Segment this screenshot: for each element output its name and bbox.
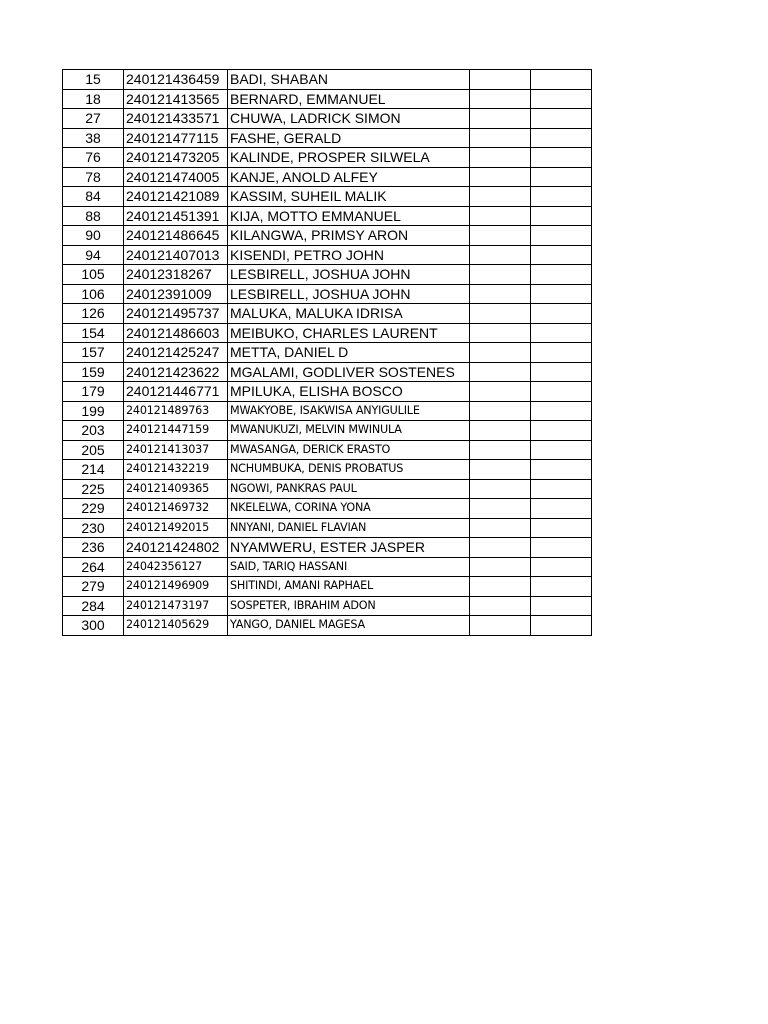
empty-cell bbox=[531, 304, 592, 324]
empty-cell bbox=[470, 265, 531, 285]
empty-cell bbox=[531, 284, 592, 304]
student-name-cell: KANJE, ANOLD ALFEY bbox=[228, 167, 470, 187]
empty-cell bbox=[470, 382, 531, 402]
serial-number-cell: 27 bbox=[63, 109, 124, 129]
empty-cell bbox=[470, 577, 531, 597]
serial-number-cell: 84 bbox=[63, 187, 124, 207]
empty-cell bbox=[531, 167, 592, 187]
roster-body bbox=[63, 70, 592, 636]
table-row bbox=[63, 343, 592, 363]
serial-number-cell: 94 bbox=[63, 245, 124, 265]
serial-number-cell: 264 bbox=[63, 557, 124, 577]
empty-cell bbox=[470, 187, 531, 207]
serial-number-cell: 199 bbox=[63, 401, 124, 421]
empty-cell bbox=[470, 343, 531, 363]
serial-number-cell: 159 bbox=[63, 362, 124, 382]
registration-number-cell: 240121473197 bbox=[124, 596, 228, 616]
serial-number-cell: 38 bbox=[63, 128, 124, 148]
student-name-cell: MALUKA, MALUKA IDRISA bbox=[228, 304, 470, 324]
serial-number-cell: 157 bbox=[63, 343, 124, 363]
table-row bbox=[63, 538, 592, 558]
serial-number-cell: 18 bbox=[63, 89, 124, 109]
student-roster-table bbox=[62, 69, 592, 636]
serial-number-cell: 203 bbox=[63, 421, 124, 441]
serial-number-cell: 279 bbox=[63, 577, 124, 597]
serial-number-cell: 179 bbox=[63, 382, 124, 402]
student-name-cell: NKELELWA, CORINA YONA bbox=[228, 499, 470, 519]
student-name-cell: LESBIRELL, JOSHUA JOHN bbox=[228, 284, 470, 304]
registration-number-cell: 240121413565 bbox=[124, 89, 228, 109]
empty-cell bbox=[531, 499, 592, 519]
student-name-cell: NNYANI, DANIEL FLAVIAN bbox=[228, 518, 470, 538]
table-row bbox=[63, 167, 592, 187]
empty-cell bbox=[470, 284, 531, 304]
empty-cell bbox=[531, 421, 592, 441]
empty-cell bbox=[470, 362, 531, 382]
student-name-cell: BADI, SHABAN bbox=[228, 70, 470, 90]
empty-cell bbox=[470, 440, 531, 460]
empty-cell bbox=[531, 440, 592, 460]
student-name-cell: NYAMWERU, ESTER JASPER bbox=[228, 538, 470, 558]
empty-cell bbox=[470, 128, 531, 148]
table-row bbox=[63, 265, 592, 285]
registration-number-cell: 240121473205 bbox=[124, 148, 228, 168]
empty-cell bbox=[531, 89, 592, 109]
serial-number-cell: 300 bbox=[63, 616, 124, 636]
registration-number-cell: 240121469732 bbox=[124, 499, 228, 519]
empty-cell bbox=[531, 460, 592, 480]
table-row bbox=[63, 401, 592, 421]
student-name-cell: SHITINDI, AMANI RAPHAEL bbox=[228, 577, 470, 597]
table-row bbox=[63, 323, 592, 343]
empty-cell bbox=[470, 401, 531, 421]
empty-cell bbox=[470, 89, 531, 109]
registration-number-cell: 240121421089 bbox=[124, 187, 228, 207]
empty-cell bbox=[531, 616, 592, 636]
empty-cell bbox=[470, 557, 531, 577]
student-name-cell: MWASANGA, DERICK ERASTO bbox=[228, 440, 470, 460]
table-row bbox=[63, 226, 592, 246]
serial-number-cell: 78 bbox=[63, 167, 124, 187]
serial-number-cell: 230 bbox=[63, 518, 124, 538]
student-name-cell: SOSPETER, IBRAHIM ADON bbox=[228, 596, 470, 616]
empty-cell bbox=[470, 70, 531, 90]
student-name-cell: LESBIRELL, JOSHUA JOHN bbox=[228, 265, 470, 285]
table-row bbox=[63, 206, 592, 226]
table-row bbox=[63, 421, 592, 441]
student-name-cell: METTA, DANIEL D bbox=[228, 343, 470, 363]
serial-number-cell: 229 bbox=[63, 499, 124, 519]
empty-cell bbox=[531, 128, 592, 148]
empty-cell bbox=[531, 187, 592, 207]
registration-number-cell: 240121424802 bbox=[124, 538, 228, 558]
table-row bbox=[63, 362, 592, 382]
serial-number-cell: 154 bbox=[63, 323, 124, 343]
table-row bbox=[63, 616, 592, 636]
empty-cell bbox=[470, 518, 531, 538]
serial-number-cell: 236 bbox=[63, 538, 124, 558]
serial-number-cell: 88 bbox=[63, 206, 124, 226]
table-row bbox=[63, 109, 592, 129]
table-row bbox=[63, 148, 592, 168]
serial-number-cell: 105 bbox=[63, 265, 124, 285]
serial-number-cell: 214 bbox=[63, 460, 124, 480]
empty-cell bbox=[531, 362, 592, 382]
empty-cell bbox=[531, 265, 592, 285]
student-name-cell: MGALAMI, GODLIVER SOSTENES bbox=[228, 362, 470, 382]
registration-number-cell: 240121486603 bbox=[124, 323, 228, 343]
student-name-cell: SAID, TARIQ HASSANI bbox=[228, 557, 470, 577]
empty-cell bbox=[531, 382, 592, 402]
empty-cell bbox=[531, 323, 592, 343]
empty-cell bbox=[470, 421, 531, 441]
empty-cell bbox=[470, 167, 531, 187]
student-name-cell: CHUWA, LADRICK SIMON bbox=[228, 109, 470, 129]
empty-cell bbox=[470, 460, 531, 480]
registration-number-cell: 240121409365 bbox=[124, 479, 228, 499]
table-row bbox=[63, 70, 592, 90]
empty-cell bbox=[470, 226, 531, 246]
empty-cell bbox=[470, 596, 531, 616]
empty-cell bbox=[470, 323, 531, 343]
empty-cell bbox=[531, 577, 592, 597]
registration-number-cell: 240121486645 bbox=[124, 226, 228, 246]
registration-number-cell: 240121423622 bbox=[124, 362, 228, 382]
student-name-cell: BERNARD, EMMANUEL bbox=[228, 89, 470, 109]
empty-cell bbox=[470, 109, 531, 129]
table-row bbox=[63, 284, 592, 304]
empty-cell bbox=[531, 518, 592, 538]
student-name-cell: NCHUMBUKA, DENIS PROBATUS bbox=[228, 460, 470, 480]
empty-cell bbox=[531, 206, 592, 226]
serial-number-cell: 225 bbox=[63, 479, 124, 499]
table-row bbox=[63, 577, 592, 597]
registration-number-cell: 240121477115 bbox=[124, 128, 228, 148]
student-name-cell: KIJA, MOTTO EMMANUEL bbox=[228, 206, 470, 226]
registration-number-cell: 240121496909 bbox=[124, 577, 228, 597]
student-name-cell: MWAKYOBE, ISAKWISA ANYIGULILE bbox=[228, 401, 470, 421]
empty-cell bbox=[531, 596, 592, 616]
serial-number-cell: 106 bbox=[63, 284, 124, 304]
serial-number-cell: 126 bbox=[63, 304, 124, 324]
empty-cell bbox=[531, 109, 592, 129]
serial-number-cell: 15 bbox=[63, 70, 124, 90]
student-name-cell: MPILUKA, ELISHA BOSCO bbox=[228, 382, 470, 402]
student-name-cell: FASHE, GERALD bbox=[228, 128, 470, 148]
registration-number-cell: 240121425247 bbox=[124, 343, 228, 363]
student-name-cell: YANGO, DANIEL MAGESA bbox=[228, 616, 470, 636]
student-name-cell: NGOWI, PANKRAS PAUL bbox=[228, 479, 470, 499]
empty-cell bbox=[531, 245, 592, 265]
registration-number-cell: 240121451391 bbox=[124, 206, 228, 226]
registration-number-cell: 240121413037 bbox=[124, 440, 228, 460]
serial-number-cell: 284 bbox=[63, 596, 124, 616]
empty-cell bbox=[531, 479, 592, 499]
empty-cell bbox=[470, 538, 531, 558]
registration-number-cell: 240121432219 bbox=[124, 460, 228, 480]
serial-number-cell: 90 bbox=[63, 226, 124, 246]
student-name-cell: KASSIM, SUHEIL MALIK bbox=[228, 187, 470, 207]
empty-cell bbox=[531, 148, 592, 168]
empty-cell bbox=[531, 557, 592, 577]
student-name-cell: MWANUKUZI, MELVIN MWINULA bbox=[228, 421, 470, 441]
empty-cell bbox=[470, 304, 531, 324]
registration-number-cell: 240121489763 bbox=[124, 401, 228, 421]
empty-cell bbox=[470, 499, 531, 519]
registration-number-cell: 240121405629 bbox=[124, 616, 228, 636]
empty-cell bbox=[531, 538, 592, 558]
table-row bbox=[63, 460, 592, 480]
table-row bbox=[63, 557, 592, 577]
table-row bbox=[63, 89, 592, 109]
registration-number-cell: 240121495737 bbox=[124, 304, 228, 324]
student-name-cell: KALINDE, PROSPER SILWELA bbox=[228, 148, 470, 168]
empty-cell bbox=[531, 401, 592, 421]
table-row bbox=[63, 499, 592, 519]
registration-number-cell: 240121474005 bbox=[124, 167, 228, 187]
table-row bbox=[63, 304, 592, 324]
empty-cell bbox=[470, 148, 531, 168]
student-name-cell: MEIBUKO, CHARLES LAURENT bbox=[228, 323, 470, 343]
empty-cell bbox=[470, 616, 531, 636]
registration-number-cell: 24012318267 bbox=[124, 265, 228, 285]
registration-number-cell: 240121492015 bbox=[124, 518, 228, 538]
student-name-cell: KILANGWA, PRIMSY ARON bbox=[228, 226, 470, 246]
registration-number-cell: 240121446771 bbox=[124, 382, 228, 402]
registration-number-cell: 24012391009 bbox=[124, 284, 228, 304]
table-row bbox=[63, 479, 592, 499]
empty-cell bbox=[531, 226, 592, 246]
table-row bbox=[63, 440, 592, 460]
student-name-cell: KISENDI, PETRO JOHN bbox=[228, 245, 470, 265]
registration-number-cell: 24042356127 bbox=[124, 557, 228, 577]
empty-cell bbox=[531, 70, 592, 90]
table-row bbox=[63, 596, 592, 616]
table-row bbox=[63, 187, 592, 207]
registration-number-cell: 240121407013 bbox=[124, 245, 228, 265]
table-row bbox=[63, 518, 592, 538]
table-row bbox=[63, 382, 592, 402]
table-row bbox=[63, 245, 592, 265]
registration-number-cell: 240121436459 bbox=[124, 70, 228, 90]
empty-cell bbox=[531, 343, 592, 363]
empty-cell bbox=[470, 206, 531, 226]
serial-number-cell: 76 bbox=[63, 148, 124, 168]
empty-cell bbox=[470, 479, 531, 499]
empty-cell bbox=[470, 245, 531, 265]
registration-number-cell: 240121447159 bbox=[124, 421, 228, 441]
table-row bbox=[63, 128, 592, 148]
serial-number-cell: 205 bbox=[63, 440, 124, 460]
registration-number-cell: 240121433571 bbox=[124, 109, 228, 129]
